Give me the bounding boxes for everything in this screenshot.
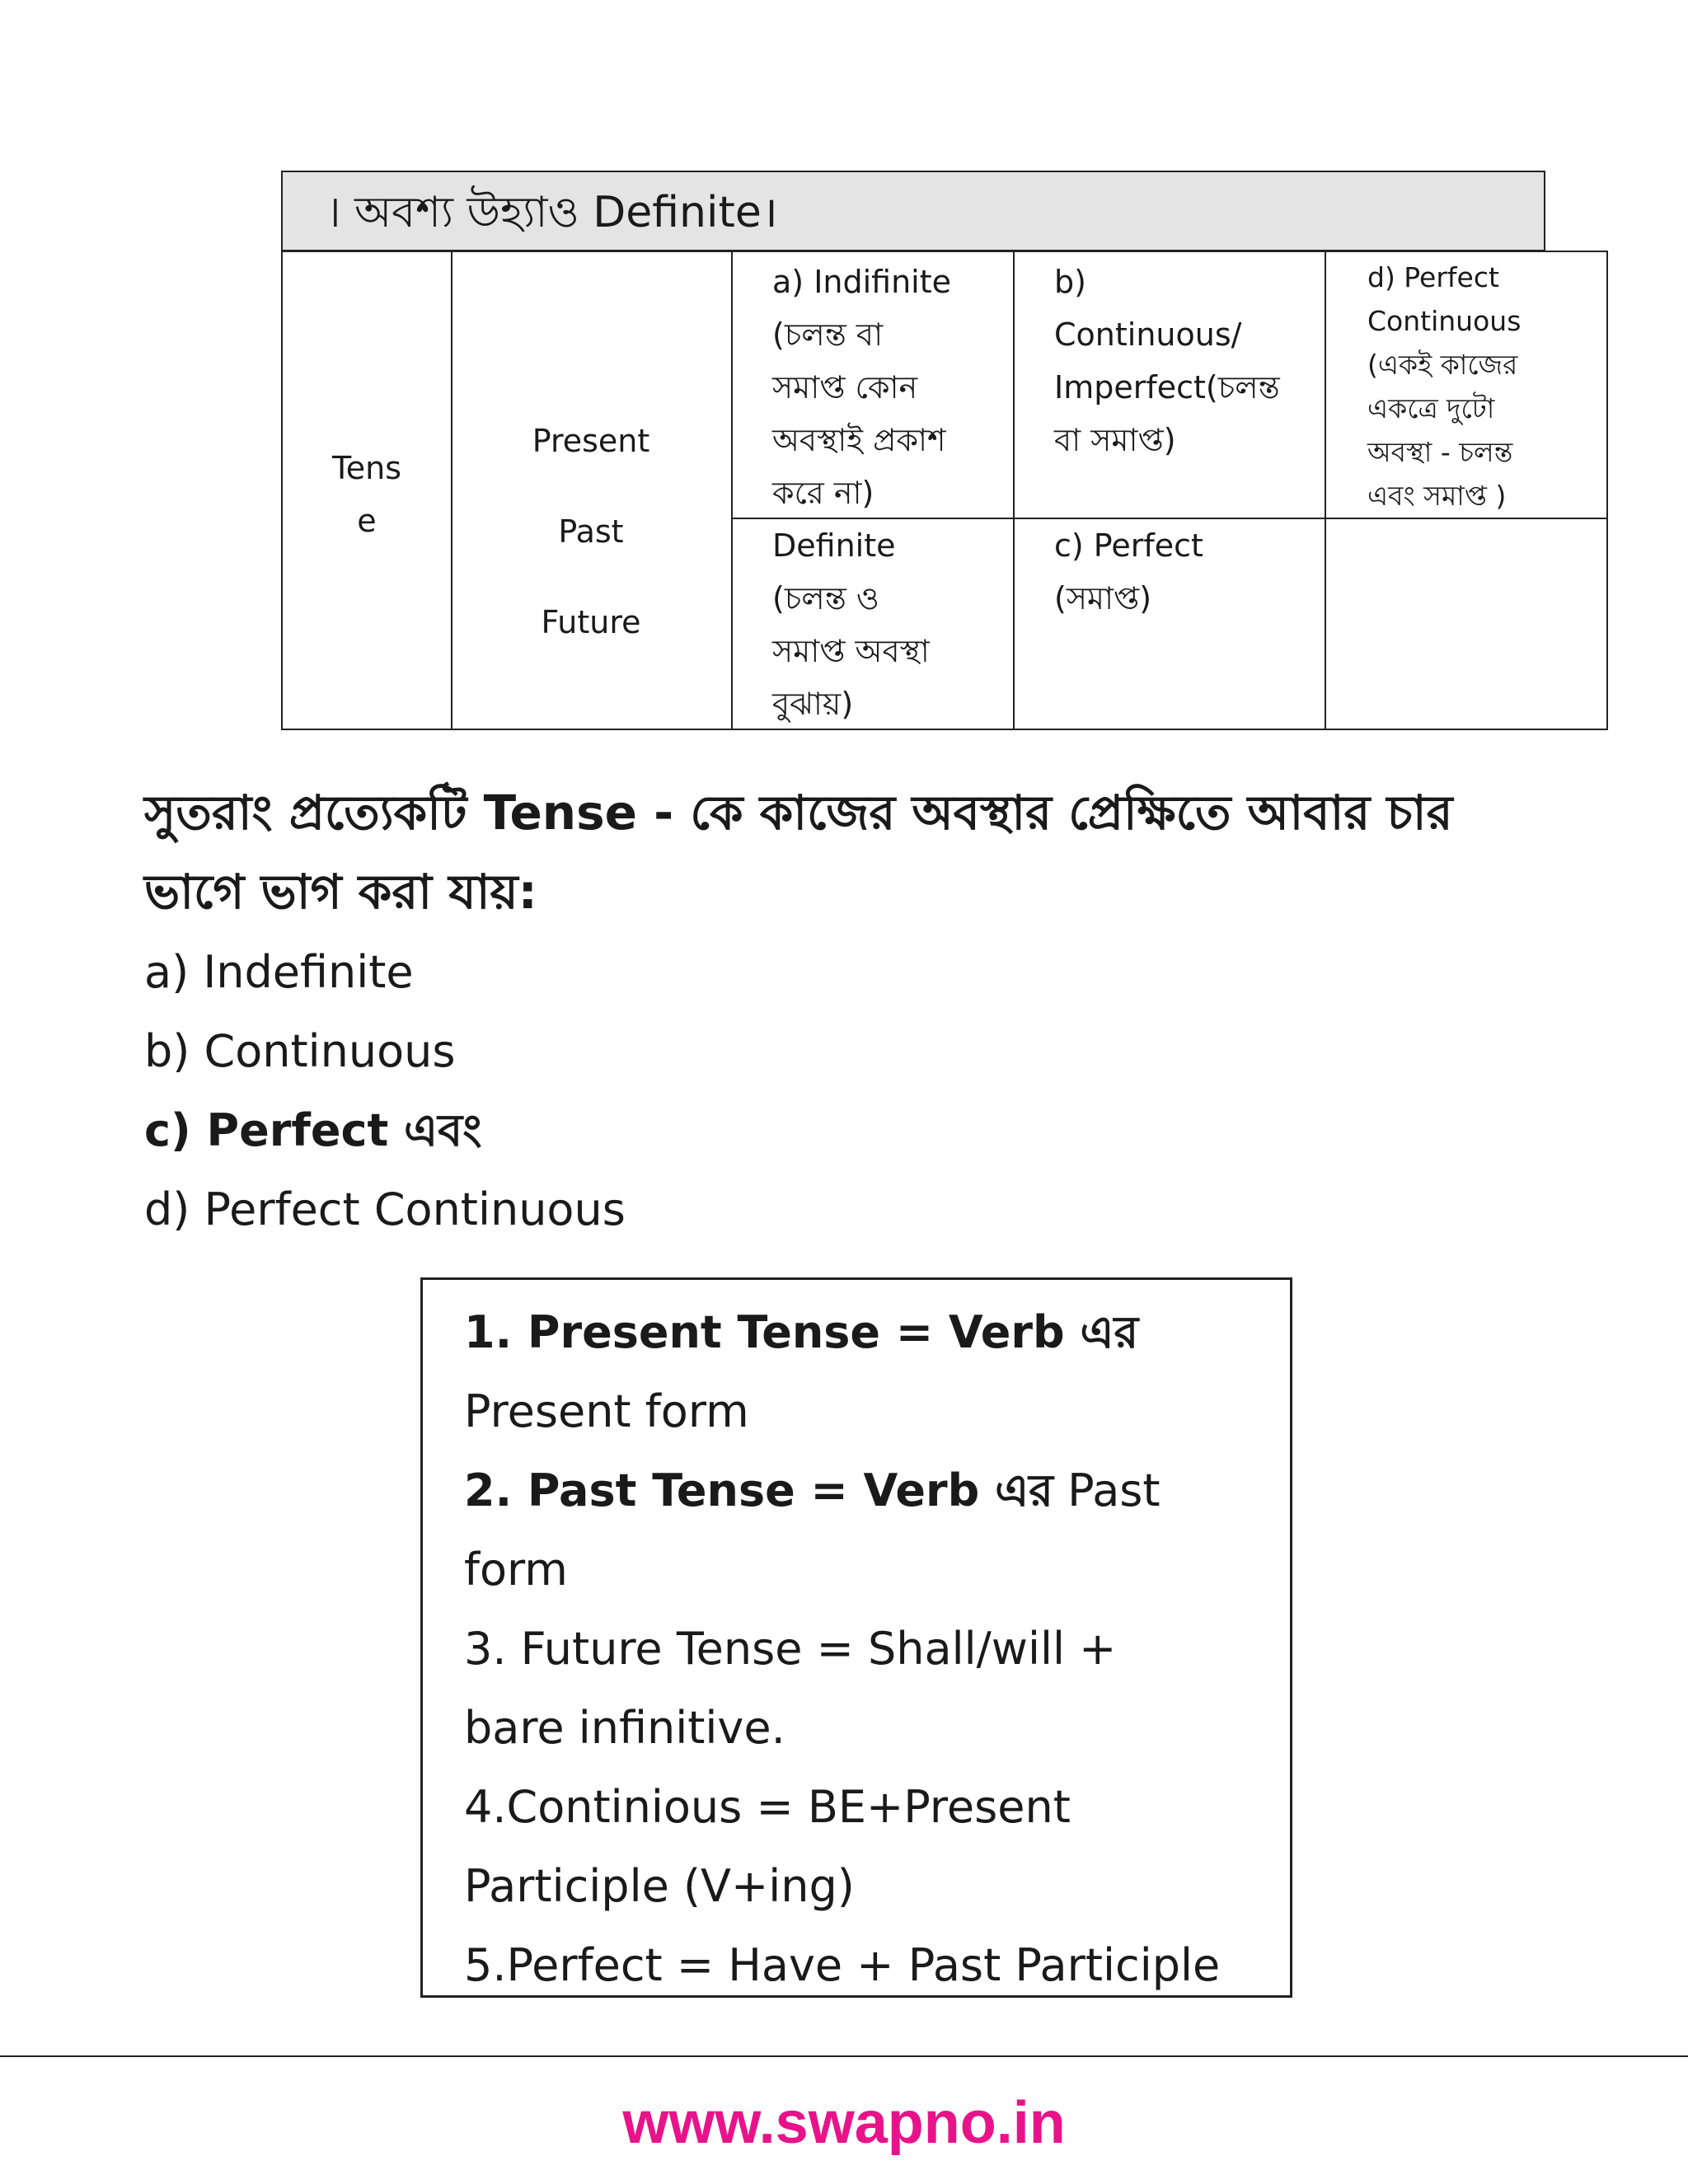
time-future: Future: [541, 604, 641, 640]
formula-line: 5.Perfect = Have + Past Participle: [464, 1939, 1221, 1991]
cell-perfect-continuous: d) Perfect Continuous (একই কাজের একত্রে দুটো অবস্থা - চলন্ত এবং সমাপ্ত ): [1367, 261, 1522, 512]
formula-line: form: [464, 1544, 568, 1596]
cell-perfect: c) Perfect (সমাপ্ত): [1054, 527, 1203, 616]
aspect-list: [144, 933, 626, 1249]
formula-line: 4.Continious = BE+Present: [464, 1781, 1071, 1833]
list-item: a) Indefinite: [144, 946, 414, 998]
formula-box: [420, 1277, 1292, 1998]
list-item: c) Perfect এবং: [144, 1104, 482, 1156]
tense-table: [281, 251, 1608, 730]
formula-line: Participle (V+ing): [464, 1860, 855, 1912]
intro-paragraph: সুতরাং প্রত্যেকটি Tense - কে কাজের অবস্থার প্রেক্ষিতে আবার চার ভাগে ভাগ করা যায়:: [144, 785, 1453, 920]
formula-line: 3. Future Tense = Shall/will +: [464, 1623, 1117, 1675]
formula-line: Present form: [464, 1385, 749, 1437]
formula-line: 2. Past Tense = Verb এর Past: [464, 1465, 1160, 1516]
list-item: d) Perfect Continuous: [144, 1183, 626, 1235]
time-list: [451, 396, 731, 668]
formula-line: bare infinitive.: [464, 1702, 785, 1754]
list-item: b) Continuous: [144, 1025, 456, 1077]
tense-label: Tens e: [331, 450, 401, 539]
formula-line: 1. Present Tense = Verb এর: [464, 1306, 1139, 1358]
time-present: Present: [532, 423, 650, 459]
footer-url[interactable]: www.swapno.in: [622, 2090, 1066, 2156]
cell-continuous: b) Continuous/ Imperfect(চলন্ত বা সমাপ্ত): [1054, 264, 1280, 458]
cell-definite: Definite (চলন্ত ও সমাপ্ত অবস্থা বুঝায়): [772, 527, 930, 722]
time-past: Past: [558, 513, 624, 550]
cell-indefinite: a) Indifinite (চলন্ত বা সমাপ্ত কোন অবস্থাই প্রকাশ করে না): [772, 264, 952, 511]
footer-divider: [0, 2055, 1688, 2057]
table-header-banner: । অবশ্য উহ্যাও Definite।: [281, 171, 1545, 251]
